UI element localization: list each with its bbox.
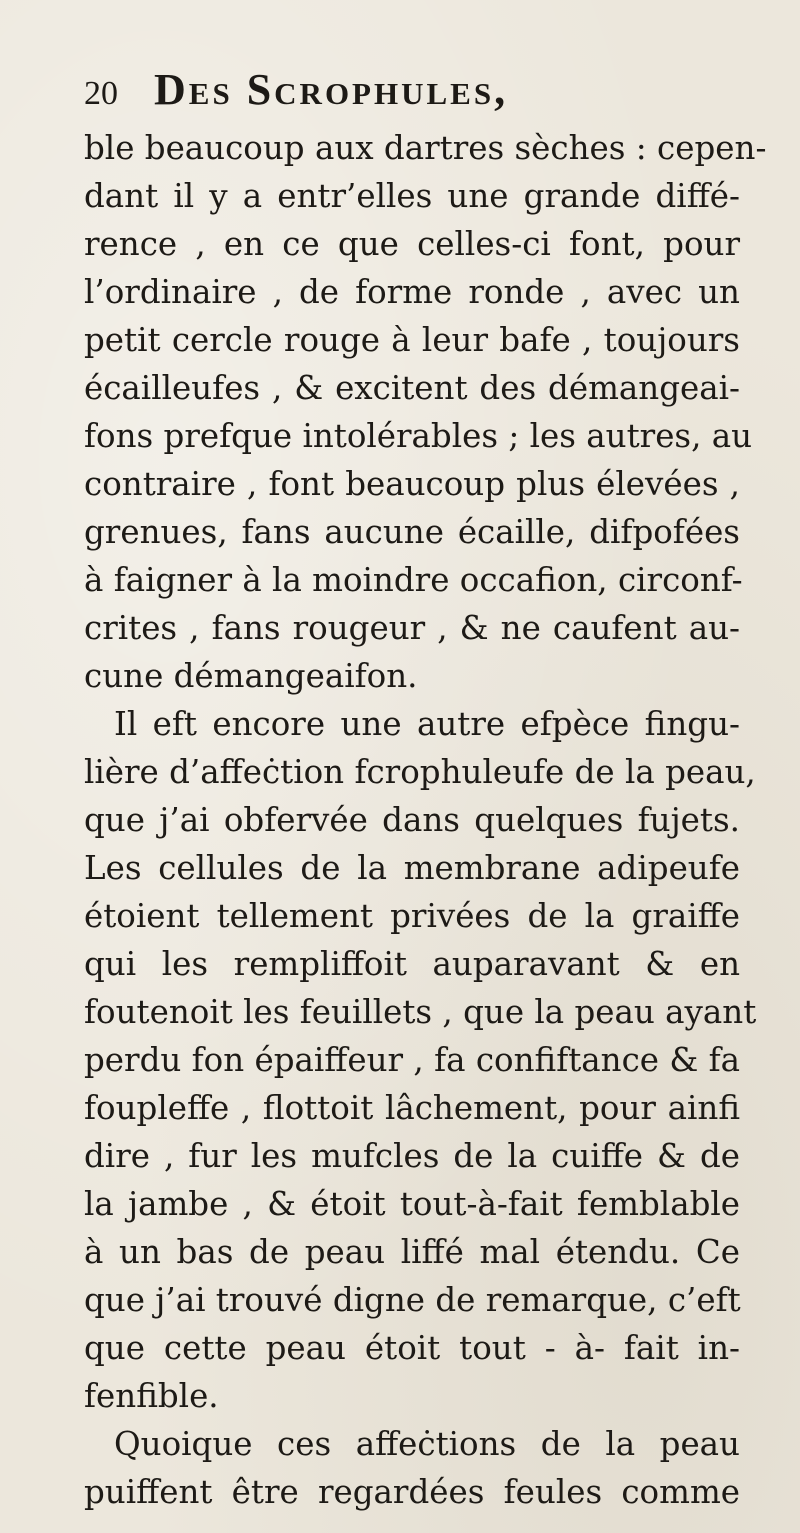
text-line: Il eft encore une autre efpèce fingu- [114,705,740,743]
text-line: étoient tellement privées de la graiffe [84,897,740,935]
body-text [84,124,767,1516]
text-line: que j’ai obfervée dans quelques fujets. [84,801,740,839]
text-line: petit cercle rouge à leur bafe , toujours [84,321,740,359]
text-line: rence , en ce que celles-ci font, pour [84,225,740,263]
text-line: crites , fans rougeur , & ne caufent au- [84,609,740,647]
text-line: perdu fon épaiffeur , fa confiftance & fa [84,1041,741,1079]
text-line: contraire , font beaucoup plus élevées , [84,465,740,503]
text-line: la jambe , & étoit tout-à-fait femblable [84,1185,740,1223]
text-line: cune démangeaifon. [84,657,418,695]
text-line: foupleffe , flottoit lâchement, pour ainfi [84,1089,740,1127]
text-line: lière d’affeċtion fcrophuleufe de la peau, [84,753,756,791]
text-line: Les cellules de la membrane adipeufe [84,849,740,887]
text-line: ble beaucoup aux dartres sèches : cepen- [84,129,767,167]
text-line: à faigner à la moindre occafion, circonf- [84,561,743,599]
text-line: dire , fur les mufcles de la cuiffe & de [84,1137,740,1175]
text-line: fons prefque intolérables ; les autres, au [84,417,753,455]
page-number: 20 [84,75,118,112]
text-line: qui les rempliffoit auparavant & en [84,945,740,983]
text-line: que j’ai trouvé digne de remarque, c’eft [84,1281,741,1319]
running-title: Des Scrophules, [154,65,509,114]
text-line: à un bas de peau liffé mal étendu. Ce [84,1233,740,1271]
text-line: écailleufes , & excitent des démangeai- [84,369,740,407]
running-head [84,64,730,115]
text-line: que cette peau étoit tout - à- fait in- [84,1329,740,1367]
text-line: Quoique ces affeċtions de la peau [114,1425,740,1463]
text-line: grenues, fans aucune écaille, difpofées [84,513,740,551]
text-line: fenfible. [84,1377,219,1415]
text-line: l’ordinaire , de forme ronde , avec un [84,273,740,311]
text-line: foutenoit les feuillets , que la peau ayant [84,993,757,1031]
text-line: puiffent être regardées feules comme [84,1473,740,1511]
text-line: dant il y a entr’elles une grande diffé- [84,177,740,215]
